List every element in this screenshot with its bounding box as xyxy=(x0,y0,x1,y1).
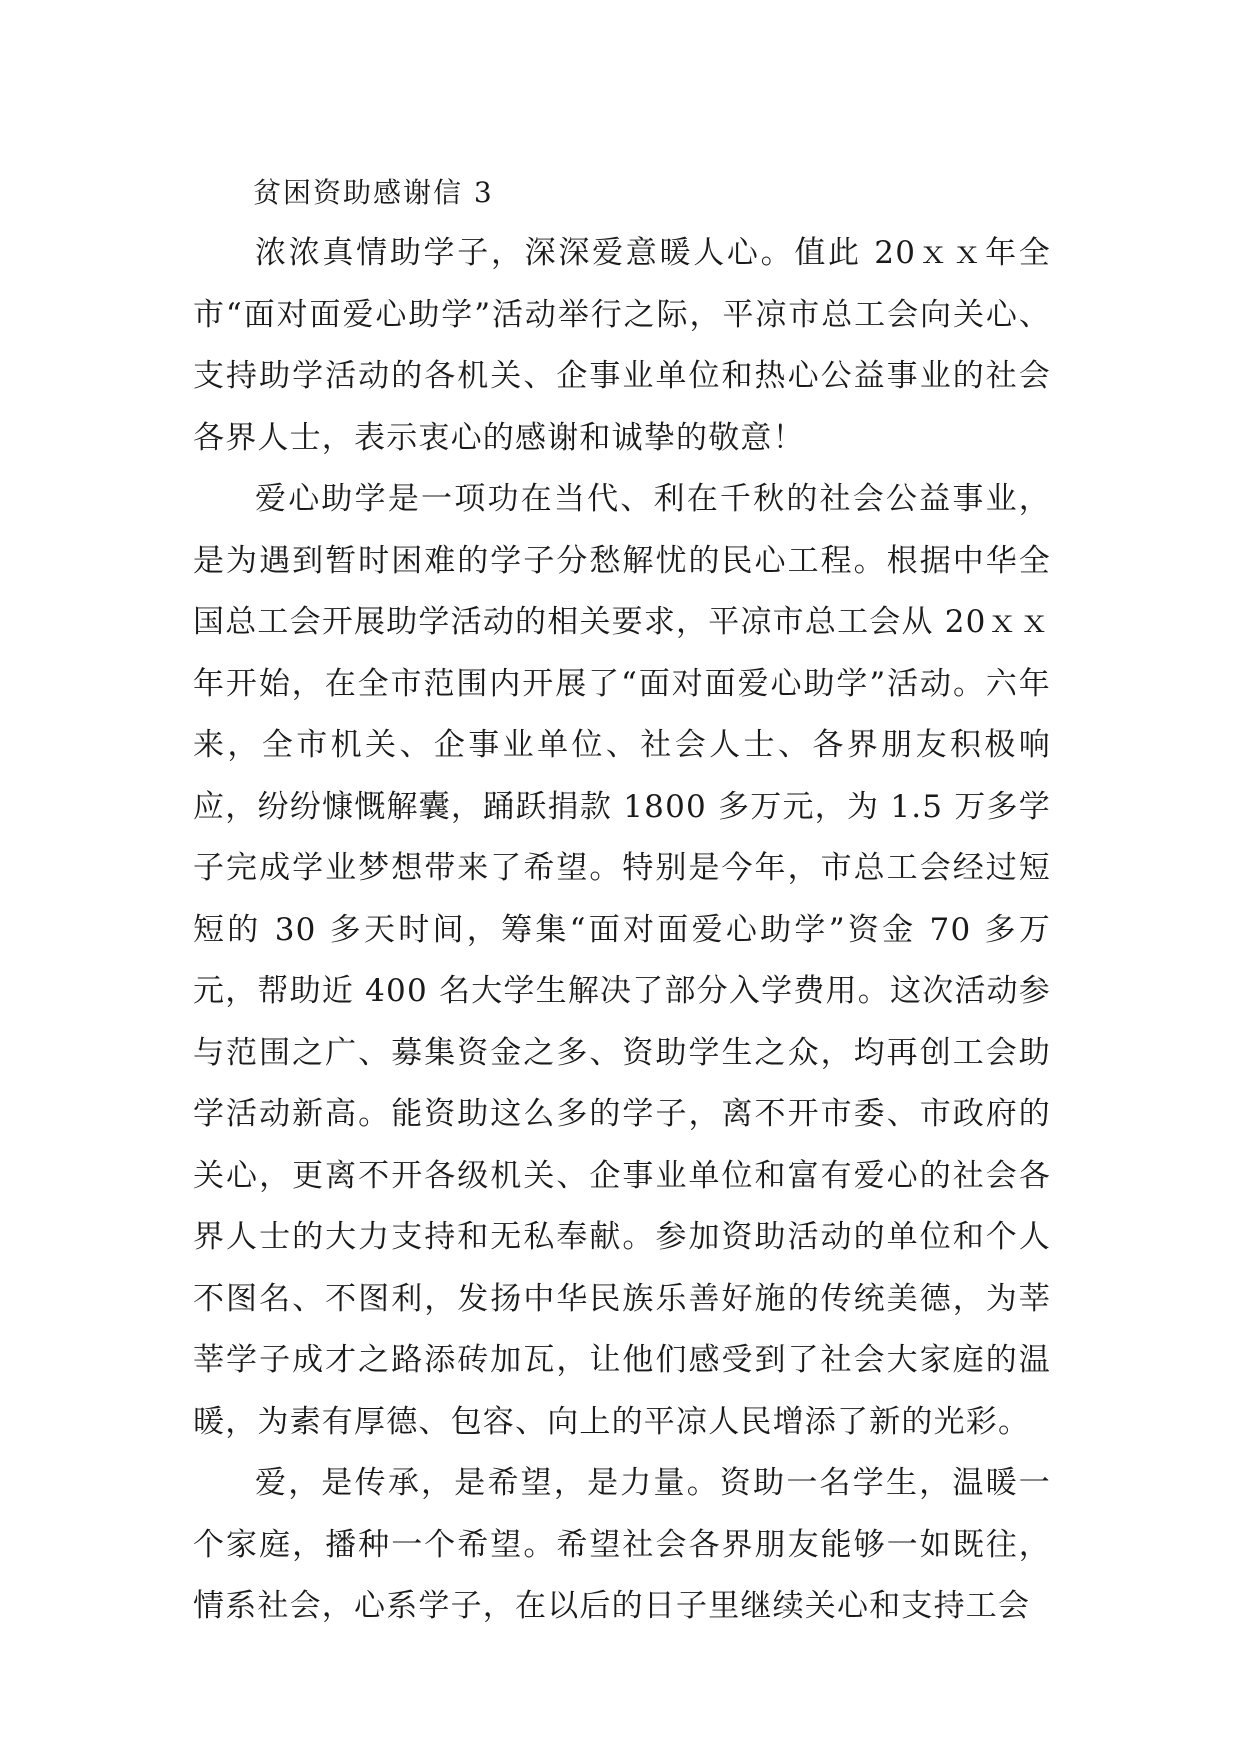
document-body xyxy=(193,162,1051,1638)
paragraph-1: 浓浓真情助学子，深深爱意暖人心。值此 20ｘｘ年全市“面对面爱心助学”活动举行之际，平凉市总工会向关心、支持助学活动的各机关、企事业单位和热心公益事业的社会各界人士，表示衷心的感谢和诚挚的敬意！ xyxy=(193,235,1051,456)
document-title: 贫困资助感谢信 3 xyxy=(253,176,494,209)
paragraph-2: 爱心助学是一项功在当代、利在千秋的社会公益事业，是为遇到暂时困难的学子分愁解忧的民心工程。根据中华全国总工会开展助学活动的相关要求，平凉市总工会从 20ｘｘ年开始，在全市范围内开展了“面对面爱心助学”活动。六年来，全市机关、企事业单位、社会人士、各界朋友积极响应，纷纷慷慨解囊，踊跃捐款 1800 多万元，为 1.5 万多学子完成学业梦想带来了希望。特别是今年，市总工会经过短短的 30 多天时间，筹集“面对面爱心助学”资金 70 多万元，帮助近 400 名大学生解决了部分入学费用。这次活动参与范围之广、募集资金之多、资助学生之众，均再创工会助学活动新高。能资助这么多的学子，离不开市委、市政府的关心，更离不开各级机关、企事业单位和富有爱心的社会各界人士的大力支持和无私奉献。参加资助活动的单位和个人不图名、不图利，发扬中华民族乐善好施的传统美德，为莘莘学子成才之路添砖加瓦，让他们感受到了社会大家庭的温暖，为素有厚德、包容、向上的平凉人民增添了新的光彩。 xyxy=(193,481,1051,1440)
paragraph-3: 爱，是传承，是希望，是力量。资助一名学生，温暖一个家庭，播种一个希望。希望社会各界朋友能够一如既往，情系社会，心系学子，在以后的日子里继续关心和支持工会 xyxy=(193,1465,1051,1624)
